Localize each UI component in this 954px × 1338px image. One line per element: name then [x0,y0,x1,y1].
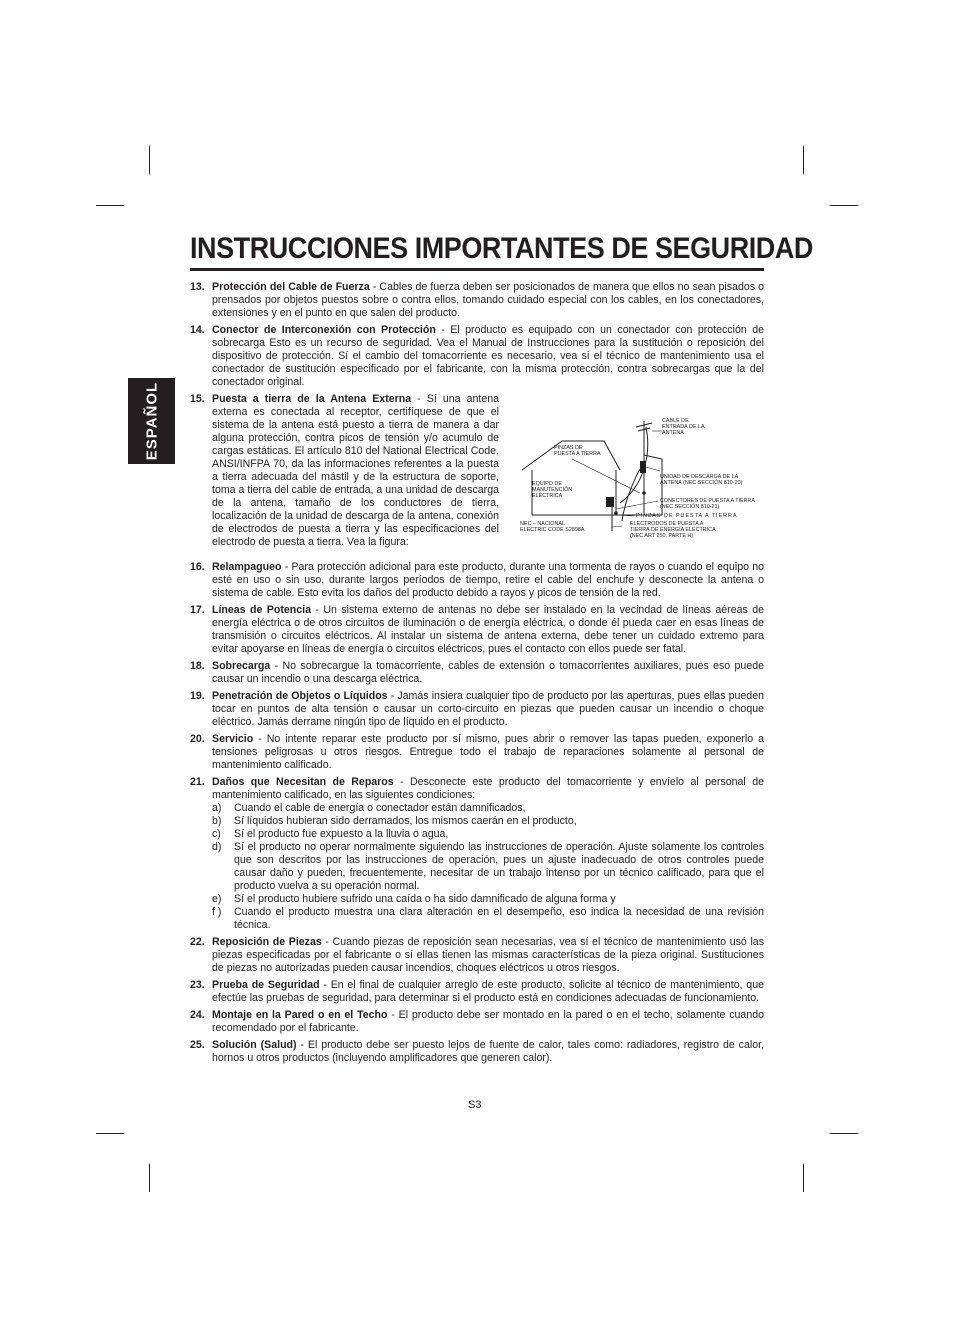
item-number: 25. [190,1039,205,1051]
crop-mark [830,205,858,206]
item-heading: Protección del Cable de Fuerza [212,281,370,293]
sub-item-letter: b) [212,815,222,827]
item-text: - No sobrecargue la tomacorriente, cables de extensión o tomacorrientes auxiliares, pues eso puede causar un incendio o una descarga eléctrica. [212,660,764,685]
item-text: - Sí una antena externa es conectada al receptor, certifíquese de que el sistema de la antena está puesto a tierra de manera a dar alguna protección, contra picos de tensión y/o acumulo de cargas estáticas. El artículo 810 del National Electrical Code, ANSI/INFPA 70, da las informaciones referentes a la puesta a tierra adecuada del mástil y de la estructura de soporte, toma a tierra del cable de entrada, a una unidad de descarga de la antena, tamaño de los conductores de tierra, localización de la unidad de descarga de la antena, conexión de electrodos de puesta a tierra y las especificaciones del electrodo de puesta a tierra. Vea la figura: [212,393,499,548]
item-number: 24. [190,1009,205,1021]
page-title: INSTRUCCIONES IMPORTANTES DE SEGURIDAD [190,232,813,265]
sub-item [212,815,764,828]
item-heading: Daños que Necesitan de Reparos [212,776,394,788]
instruction-item [190,604,764,656]
sub-item [212,841,764,893]
sub-item-text: Sí el producto no operar normalmente siguiendo las instrucciones de operación. Ajuste solamente los controles que son descritos por las instrucciones de operación, pues un ajuste inadecuado de otros controles puede causar daño y pueden, frecuentemente, necesitar de un trabajo intenso por un técnico calificado, para que el producto vuelva a su operación normal. [234,841,764,892]
item-text: - Para protección adicional para este producto, durante una tormenta de rayos o cuando el equipo no esté en uso o sin uso, durante largos períodos de tiempo, retire el cable del enchufe y desconecte la antena o sistema de cable. Esto evita los daños del producto debido a rayos y picos de tensión de la red. [212,561,764,599]
crop-mark [803,146,804,174]
item-heading: Servicio [212,733,254,745]
discharge-unit [640,461,646,473]
figure-label: MANUTENCIÓN [532,487,573,493]
figure-label: (NEC ART 250, PARTE H) [630,533,694,539]
language-tab [128,378,175,464]
instruction-item [190,281,764,320]
instruction-item [190,690,764,729]
sub-item [212,893,764,906]
item-heading: Prueba de Seguridad [212,979,320,991]
figure-label: PINZAS DE PUESTA A TIERRA [636,513,738,519]
item-number: 17. [190,604,205,616]
sub-item-text: Cuando el producto muestra una clara alteración en el desempeño, eso indica la necesidad de una revisión técnica. [234,906,764,931]
leader-line [572,459,640,493]
item-number: 13. [190,281,205,293]
figure-label: ELECTRODOS DE PUESTA A [630,521,704,527]
instruction-item [190,776,764,932]
item-text: - Desconecte este producto del tomacorriente y envíelo al personal de mantenimiento calificado, en las siguientes condiciones: [212,776,764,801]
instruction-item [190,1039,764,1065]
ground-clamp [614,511,618,515]
item-number: 14. [190,324,205,336]
figure-label: CABLE DE [662,418,689,424]
sub-item-letter: a) [212,802,222,814]
page-number: S3 [468,1099,482,1111]
sub-item [212,906,764,932]
instruction-item [190,979,764,1005]
crop-mark [96,1133,124,1134]
figure-label: NEC – NACIONAL [520,521,565,527]
instruction-item [190,561,764,600]
instruction-item [190,1009,764,1035]
sub-item-text: Sí el producto fue expuesto a la lluvia o agua, [234,828,449,840]
safety-instructions [190,281,764,1069]
antenna-grounding-diagram [512,397,764,557]
item-heading: Solución (Salud) [212,1039,297,1051]
crop-mark [149,146,150,174]
item-heading: Reposición de Piezas [212,936,322,948]
instruction-item [190,324,764,389]
item-text: - El producto es equipado con un conectador con protección de sobrecarga Esto es un recurso de seguridad. Vea el Manual de Instrucciones para la sustitución o reposición del dispositivo de protección. Sí el cambio del tomacorriente es necesario, vea si el técnico de mantenimiento usa el conectador de sustitución especificado por el fabricante, con la misma protección, contra sobrecargas que la del conectador original. [212,324,764,388]
item-heading: Sobrecarga [212,660,271,672]
sub-item [212,802,764,815]
item-number: 16. [190,561,205,573]
item-body [212,393,499,557]
item-number: 21. [190,776,205,788]
sub-item-letter: d) [212,841,222,853]
ground-clamp [642,491,646,495]
figure-label: PINZAS DE [554,445,583,451]
instruction-item [190,393,764,557]
sub-item-text: Sí líquidos hubieran sido derramados, los mismos caerán en el producto, [234,815,577,827]
item-text: - El producto debe ser puesto lejos de fuente de calor, tales como: radiadores, registro de calor, hornos u otros productos (incluyendo amplificadores que generen calor). [212,1039,764,1064]
item-text: - El producto debe ser montado en la pared o en el techo, solamente cuando recomendado por el fabricante. [212,1009,764,1034]
figure-label: ELÉCTRICA [532,493,563,499]
figure-label: UNIDAD DE DESCARGA DE LA [660,474,739,480]
item-text: - No intente reparar este producto por sí mismo, pues abrir o remover las tapas pueden, exponerlo a tensiones peligrosas u otros riesgos. Entregue todo el trabajo de reparaciones solamente al personal de mantenimiento calificado. [212,733,764,771]
sub-item-text: Cuando el cable de energía o conectador están damnificados, [234,802,526,814]
figure-label: ANTENA (NEC SECCIÓN 810-20) [660,480,743,486]
item-text: - En el final de cualquier arreglo de este producto, solicite al técnico de mantenimiento, que efectúe las pruebas de seguridad, para determinar si el producto está en condiciones adecuadas de funcionamiento. [212,979,764,1004]
crop-mark [803,1164,804,1192]
figure-label: ENTRADA DE LA [662,424,705,430]
instruction-item [190,936,764,975]
item-heading: Conector de Interconexión con Protección [212,324,436,336]
item-number: 15. [190,393,205,405]
item-number: 19. [190,690,205,702]
figure-label: EQUIPO DE [532,481,562,487]
item-number: 22. [190,936,205,948]
item-heading: Líneas de Potencia [212,604,311,616]
figure-label: ELECTRIC CODE S2898A [520,527,585,533]
figure-label: PUESTA A TIERRA [554,451,601,457]
item-heading: Relampagueo [212,561,282,573]
item-heading: Puesta a tierra de la Antena Externa [212,393,412,405]
title-rule [190,268,764,271]
sub-item-letter: e) [212,893,222,905]
antenna-grounding-figure [512,397,764,557]
figure-label: CONECTORES DE PUESTA A TIERRA [660,498,755,504]
service-equipment [606,497,614,507]
sub-item [212,828,764,841]
language-tab-label: ESPAÑOL [143,381,160,461]
leader-line [646,467,660,471]
instruction-item [190,660,764,686]
item-text: - Cuando piezas de reposición sean necesarias, vea sí el técnico de mantenimiento usó las piezas especificadas por el fabricante o sí ellas tienen las mismas características de la pieza original. Sustituciones de piezas no autorizadas pueden causar incendios, choques eléctricos u otros riesgos. [212,936,765,974]
figure-label: ANTENA [662,430,684,436]
item-heading: Montaje en la Pared o en el Techo [212,1009,388,1021]
sub-item-letter: c) [212,828,221,840]
leader-line [616,501,658,509]
item-number: 20. [190,733,205,745]
figure-label: (NEC SECCIÓN 810-21) [660,504,720,510]
crop-mark [149,1164,150,1192]
instruction-item [190,733,764,772]
item-number: 23. [190,979,205,991]
sub-item-text: Sí el producto hubiere sufrido una caída o ha sido damnificado de alguna forma y [234,893,616,905]
item-number: 18. [190,660,205,672]
crop-mark [830,1133,858,1134]
item-text: - Un sistema externo de antenas no debe ser instalado en la vecindad de líneas aéreas de energía eléctrica o de otros circuitos de iluminación o de energía eléctrica, o donde él pueda caer en esas líneas de transmisión o circuitos eléctricos. Al instalar un sistema de antena externa, debe tener un cuidado extremo para evitar apoyarse en líneas de energía o circuitos eléctricos, pues el contacto con ellos puede ser fatal. [212,604,764,655]
crop-mark [96,205,124,206]
sub-item-letter: f ) [212,906,222,918]
figure-label: TIERRA DE ENERGÍA ELÉCTRICA [630,527,716,533]
item-text: - Cables de fuerza deben ser posicionados de manera que ellos no sean pisados o prensados por objetos puestos sobre o contra ellos, tomando cuidado especial con los cables, en los conectadores, extensiones y en el punto en que salen del producto. [212,281,764,319]
leader-line [612,526,622,527]
item-text: - Jamás insiera cualquier tipo de producto por las aperturas, pues ellas pueden tocar en puntos de alta tensión o causar un corto-circuito en piezas que pueden causar un incendio o choque eléctrico. Jamás derrame ningún tipo de líquido en el producto. [212,690,764,728]
item-heading: Penetración de Objetos o Líquidos [212,690,388,702]
